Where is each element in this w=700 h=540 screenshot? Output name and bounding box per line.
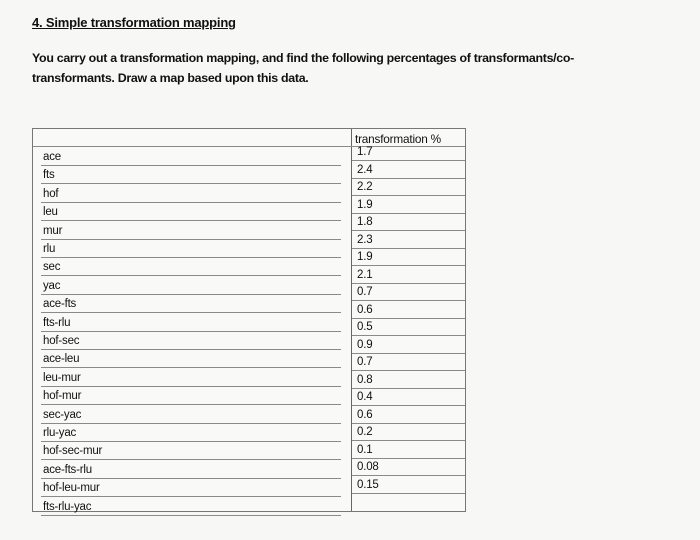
row-label: ace [43, 151, 61, 163]
value-rule [352, 493, 465, 494]
row-value: 0.7 [357, 356, 373, 368]
row-label: fts [43, 169, 55, 182]
label-rule [41, 441, 341, 442]
row-value: 0.08 [357, 461, 379, 473]
row-label: fts-rlu-yac [43, 500, 92, 513]
row-value: 0.2 [357, 426, 373, 438]
row-label: hof-sec-mur [43, 445, 103, 458]
row-value: 1.7 [357, 146, 373, 158]
row-value: 0.8 [357, 373, 373, 386]
row-value: 0.9 [357, 338, 373, 351]
row-value: 1.9 [357, 198, 373, 211]
label-rule [41, 478, 341, 479]
row-label: hof-sec [43, 335, 80, 347]
page-title: 4. Simple transformation mapping [32, 15, 236, 30]
row-value: 0.7 [357, 286, 373, 298]
row-value: 0.15 [357, 478, 379, 491]
transformation-table [32, 128, 466, 512]
row-label: sec-yac [43, 408, 82, 421]
row-label: ace-leu [43, 353, 80, 366]
row-label: hof-mur [43, 390, 82, 403]
label-rule [41, 202, 341, 203]
label-rule [41, 386, 341, 387]
row-value: 2.4 [357, 163, 373, 176]
row-label: rlu-yac [43, 427, 77, 439]
row-label: hof-leu-mur [43, 482, 100, 495]
label-rule [41, 515, 341, 516]
row-label: mur [43, 224, 63, 237]
row-label: rlu [43, 243, 56, 255]
column-header: transformation % [355, 132, 441, 146]
row-value: 1.9 [357, 251, 373, 263]
row-value: 0.4 [357, 391, 373, 403]
label-rule [41, 239, 341, 240]
row-label: yac [43, 279, 61, 292]
row-label: hof [43, 187, 59, 200]
label-rule [41, 404, 341, 405]
row-label: ace-fts-rlu [43, 463, 92, 476]
column-divider [351, 129, 352, 511]
row-value: 1.8 [357, 216, 373, 228]
row-value: 2.2 [357, 181, 373, 193]
label-rule [41, 257, 341, 258]
label-rule [41, 423, 341, 424]
row-value: 0.6 [357, 303, 373, 316]
label-rule [41, 183, 341, 184]
header-rule [33, 146, 465, 147]
label-rule [41, 312, 341, 313]
label-rule [41, 275, 341, 276]
row-value: 2.1 [357, 268, 373, 281]
label-rule [41, 220, 341, 221]
row-label: leu-mur [43, 371, 81, 384]
label-rule [41, 349, 341, 350]
label-rule [41, 496, 341, 497]
row-value: 0.1 [357, 443, 373, 456]
label-rule [41, 165, 341, 166]
row-value: 0.6 [357, 408, 373, 421]
row-label: leu [43, 206, 58, 219]
row-label: ace-fts [43, 298, 77, 311]
row-value: 0.5 [357, 321, 373, 333]
label-rule [41, 459, 341, 460]
label-rule [41, 367, 341, 368]
label-rule [41, 294, 341, 295]
label-rule [41, 331, 341, 332]
row-value: 2.3 [357, 233, 373, 246]
row-label: fts-rlu [43, 316, 71, 329]
row-label: sec [43, 261, 61, 274]
instructions-text: You carry out a transformation mapping, and find the following percentages of transformants/co-transformants. Draw a map based upon this data. [32, 51, 574, 85]
